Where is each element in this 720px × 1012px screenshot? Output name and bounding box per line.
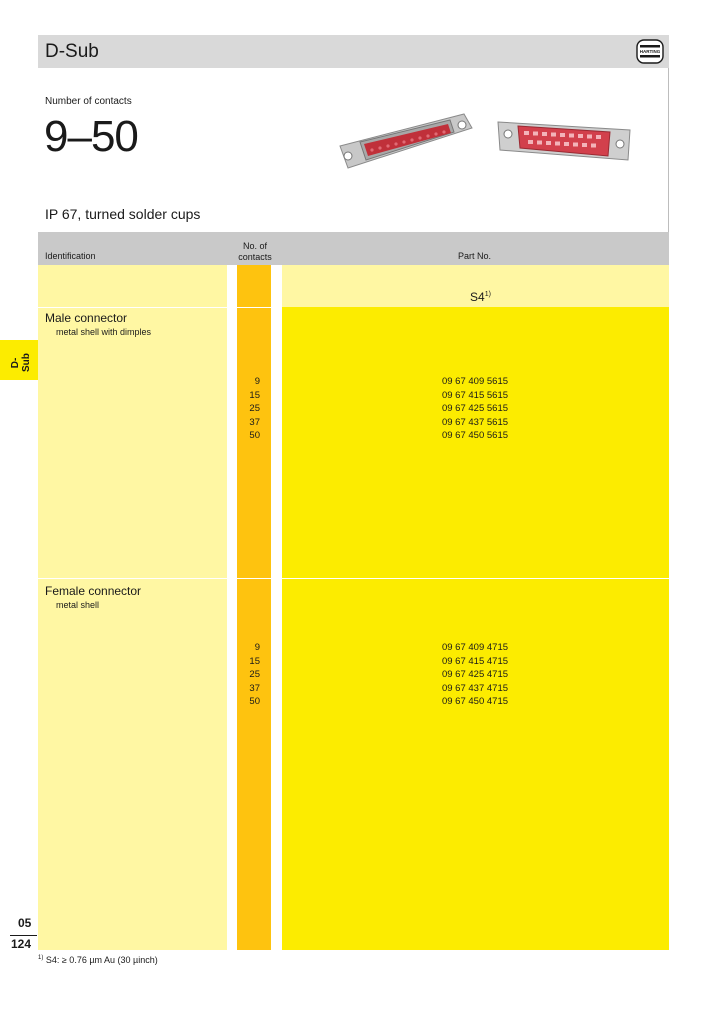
contacts-range: 9–50 [44,112,138,161]
part-number: 09 67 415 5615 [441,389,509,401]
female-connector-image [496,116,636,166]
page-number-divider [10,935,37,936]
part-number: 09 67 409 4715 [441,642,509,653]
part-number: 09 67 409 5615 [441,376,509,387]
row-divider [282,578,669,579]
page-title: D-Sub [45,41,99,62]
section-title-male: Male connector [45,311,128,325]
row-divider [237,307,271,308]
table-header [38,232,669,265]
column-part-no: Part No. [458,251,492,261]
contacts-value: 9 [254,642,260,653]
harting-logo-icon [636,39,664,64]
section-subtitle-male: metal shell with dimples [56,327,152,337]
contacts-value: 50 [249,430,260,441]
part-number: 09 67 425 4715 [441,669,509,680]
part-number: 09 67 450 5615 [441,430,509,441]
product-subtitle: IP 67, turned solder cups [45,206,201,222]
section-title-female: Female connector [45,584,142,598]
series-footnote-ref: 1) [484,291,491,298]
series-label: S4$^{1)}$ [470,290,491,304]
contacts-value: 15 [249,655,260,667]
contacts-value: 50 [249,696,260,707]
page-section: 05 [18,916,32,930]
row-divider [38,578,227,579]
part-number: 09 67 450 4715 [441,696,509,707]
part-number: 09 67 437 5615 [441,416,509,428]
footnote [38,955,158,965]
contacts-value: 37 [249,682,260,694]
footnote-text: S4: ≥ 0.76 µm Au (30 µinch) [45,955,158,965]
column-identification: Identification [45,251,96,261]
chapter-tab [0,340,38,380]
contacts-label: Number of contacts [45,96,132,107]
contacts-value: 15 [249,389,260,401]
part-number: 09 67 425 5615 [441,403,509,414]
section-subtitle-female: metal shell [56,600,100,610]
contacts-value: 9 [254,376,260,387]
column-no-contacts: No. of contacts [238,241,272,262]
part-number: 09 67 415 4715 [441,655,509,667]
row-divider [237,578,271,579]
logo-text: HARTING [639,49,661,55]
row-divider [38,307,227,308]
part-number: 09 67 437 4715 [441,682,509,694]
contacts-value: 25 [249,403,260,414]
intro-panel [38,68,669,232]
header-bar [38,35,669,68]
footnote-marker: 1) [38,955,44,961]
contacts-column [237,265,271,950]
contacts-value: 25 [249,669,260,680]
page-number: 124 [11,937,32,951]
male-connector-image [336,106,476,176]
chapter-tab-label: D-Sub [10,353,32,372]
contacts-value: 37 [249,416,260,428]
